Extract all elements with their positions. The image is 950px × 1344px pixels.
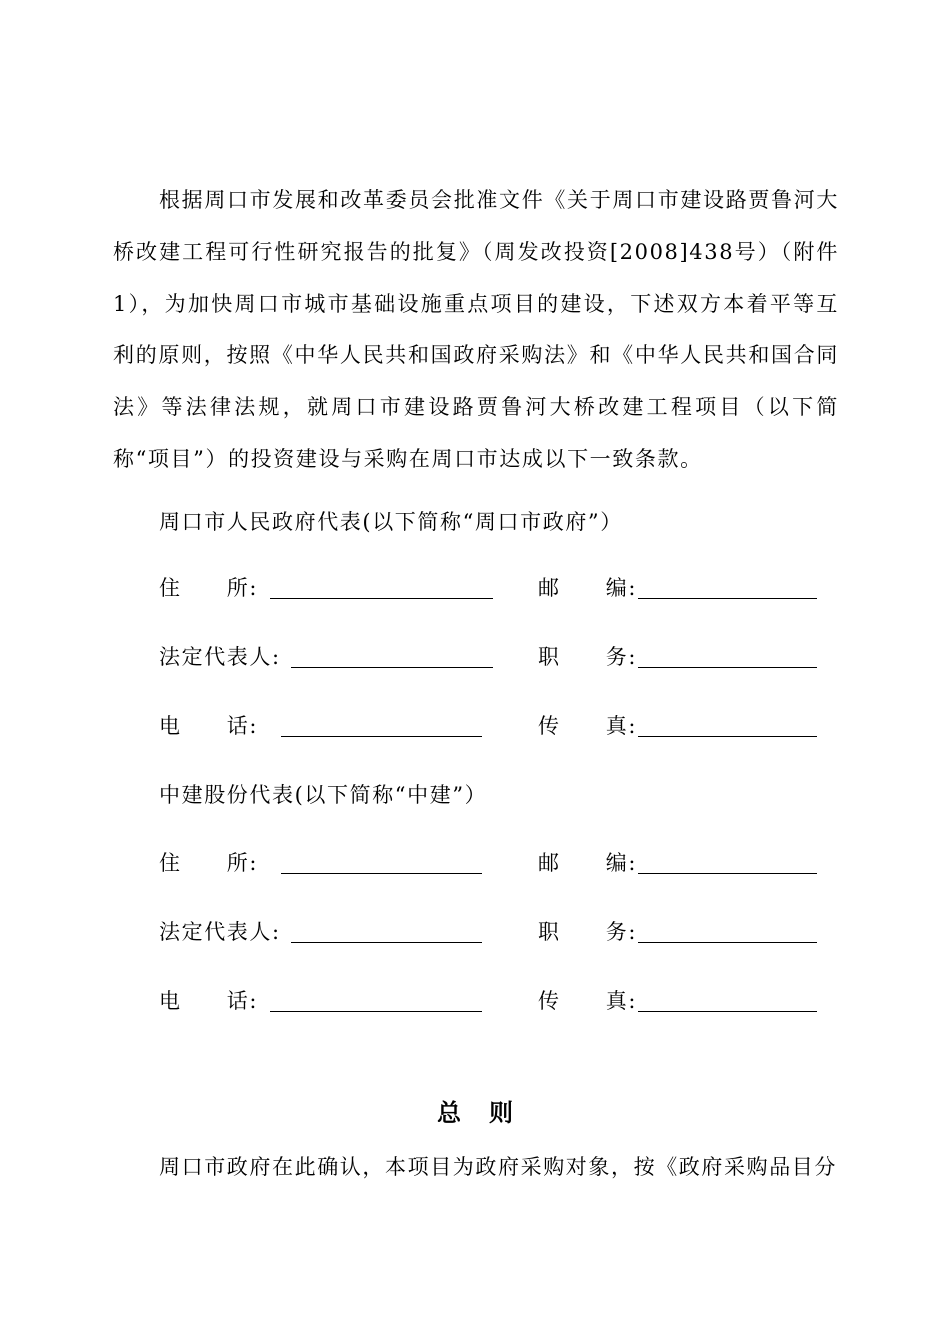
government-fax-blank[interactable]: [638, 736, 817, 737]
cscec-legal-rep-label: 法定代表人:: [159, 920, 281, 944]
government-address-row: [0, 574, 950, 604]
cscec-fax-label: 传 真:: [538, 989, 638, 1013]
cscec-phone-label: 电 话:: [159, 989, 259, 1013]
government-address-label: 住 所:: [159, 576, 259, 600]
section-heading-general: 总则: [437, 1098, 541, 1127]
government-phone-label: 电 话:: [159, 714, 259, 738]
government-postcode-label: 邮 编:: [538, 576, 638, 600]
intro-paragraph: 根据周口市发展和改革委员会批准文件《关于周口市建设路贾鲁河大桥改建工程可行性研究报告的批复》（周发改投资[2008]438号）（附件1），为加快周口市城市基础设施重点项目的建设，下述双方本着平等互利的原则，按照《中华人民共和国政府采购法》和《中华人民共和国合同法》等法律法规，就周口市建设路贾鲁河大桥改建工程项目（以下简称“项目”）的投资建设与采购在周口市达成以下一致条款。: [113, 188, 839, 471]
government-phone-row: [0, 712, 950, 742]
government-legal-rep-row: [0, 643, 950, 673]
cscec-position-blank[interactable]: [638, 942, 817, 943]
government-legal-rep-label: 法定代表人:: [159, 645, 281, 669]
government-postcode-blank[interactable]: [638, 598, 817, 599]
cscec-phone-row: [0, 987, 950, 1017]
general-paragraph: 周口市政府在此确认，本项目为政府采购对象，按《政府采购品目分: [159, 1155, 837, 1179]
government-position-label: 职 务:: [538, 645, 638, 669]
government-party-title: 周口市人民政府代表(以下简称“周口市政府”）: [159, 510, 623, 534]
cscec-address-blank[interactable]: [281, 873, 482, 874]
government-phone-blank[interactable]: [281, 736, 482, 737]
cscec-address-row: [0, 849, 950, 879]
government-address-blank[interactable]: [270, 598, 493, 599]
government-legal-rep-blank[interactable]: [291, 667, 493, 668]
cscec-postcode-label: 邮 编:: [538, 851, 638, 875]
cscec-party-title: 中建股份代表(以下简称“中建”）: [159, 783, 488, 807]
cscec-postcode-blank[interactable]: [638, 873, 817, 874]
cscec-fax-blank[interactable]: [638, 1011, 817, 1012]
cscec-legal-rep-blank[interactable]: [291, 942, 482, 943]
cscec-position-label: 职 务:: [538, 920, 638, 944]
government-fax-label: 传 真:: [538, 714, 638, 738]
government-position-blank[interactable]: [638, 667, 817, 668]
cscec-phone-blank[interactable]: [270, 1011, 482, 1012]
cscec-address-label: 住 所:: [159, 851, 259, 875]
cscec-legal-rep-row: [0, 918, 950, 948]
